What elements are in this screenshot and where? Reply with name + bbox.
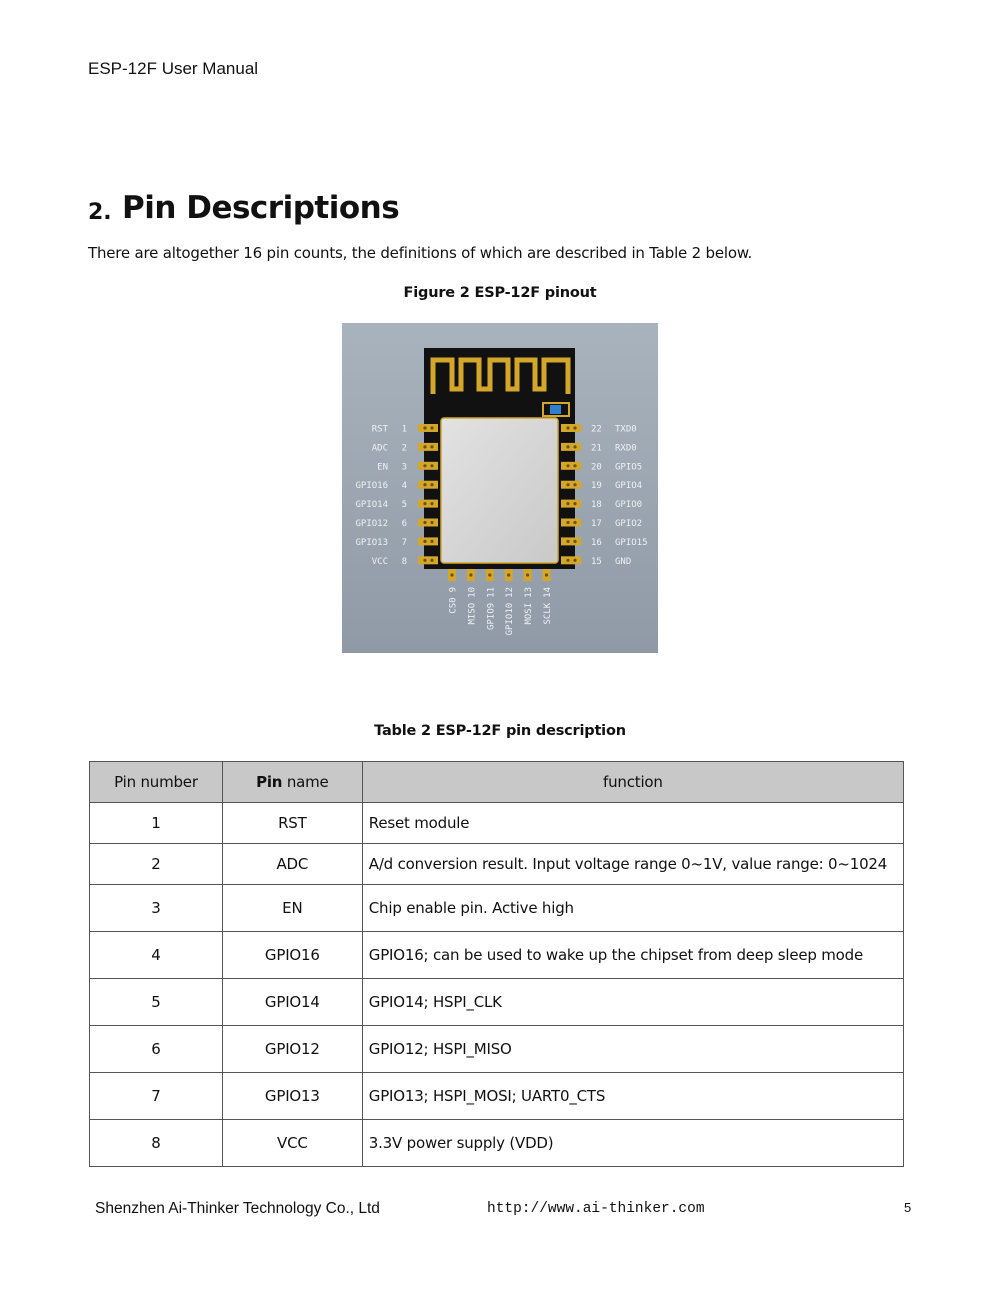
right-pin-number: 19 bbox=[591, 481, 602, 492]
pad-hole bbox=[566, 502, 569, 505]
pin-number-cell: 2 bbox=[90, 844, 223, 885]
section-number: 2. bbox=[88, 200, 112, 225]
pad-hole bbox=[573, 502, 576, 505]
bottom-pin-number: 9 bbox=[448, 587, 459, 593]
pin-number-cell: 5 bbox=[90, 979, 223, 1026]
pin-name-cell: GPIO16 bbox=[222, 932, 362, 979]
left-pin-pad bbox=[418, 519, 438, 527]
pad-hole bbox=[423, 445, 426, 448]
right-pin-name: GPIO2 bbox=[615, 519, 643, 529]
pad-hole bbox=[566, 559, 569, 562]
bottom-pin-number: 12 bbox=[505, 587, 516, 598]
right-pin-name: GND bbox=[615, 556, 632, 567]
left-pin-name: ADC bbox=[371, 443, 388, 454]
left-pin-name: GPIO12 bbox=[355, 519, 388, 529]
pad-hole bbox=[430, 464, 433, 467]
right-pin-pad bbox=[561, 443, 581, 451]
pad-hole bbox=[430, 445, 433, 448]
right-pin-pad bbox=[561, 556, 581, 564]
led-indicator bbox=[550, 405, 561, 414]
right-pin-number: 17 bbox=[591, 519, 602, 529]
pad-hole bbox=[566, 521, 569, 524]
right-pin-pad bbox=[561, 481, 581, 489]
table-row bbox=[90, 979, 904, 1026]
header-pin-name-rest: name bbox=[282, 773, 329, 791]
pad-hole bbox=[430, 483, 433, 486]
left-pin-pad bbox=[418, 481, 438, 489]
right-pin-name: RXD0 bbox=[615, 443, 637, 454]
table-row bbox=[90, 885, 904, 932]
pad-hole bbox=[469, 573, 472, 576]
right-pin-name: GPIO15 bbox=[615, 537, 648, 548]
left-pin-pad bbox=[418, 443, 438, 451]
bottom-pin-label bbox=[505, 587, 515, 635]
pad-hole bbox=[573, 464, 576, 467]
pin-number-cell: 4 bbox=[90, 932, 223, 979]
left-pin-number: 4 bbox=[401, 481, 407, 492]
left-pin-number: 3 bbox=[401, 462, 407, 473]
left-pin-pad bbox=[418, 462, 438, 470]
bottom-pin-label bbox=[543, 587, 553, 625]
bottom-pin-number: 10 bbox=[467, 587, 478, 598]
left-pin-number: 8 bbox=[401, 556, 407, 567]
right-pin-number: 16 bbox=[591, 537, 602, 548]
left-pin-pad bbox=[418, 537, 438, 545]
pin-name-cell: EN bbox=[222, 885, 362, 932]
pad-hole bbox=[566, 464, 569, 467]
right-pin-name: TXD0 bbox=[615, 424, 637, 435]
pin-name-cell: VCC bbox=[222, 1120, 362, 1167]
footer-company: Shenzhen Ai-Thinker Technology Co., Ltd bbox=[95, 1200, 380, 1217]
pad-hole bbox=[526, 573, 529, 576]
header-pin-name bbox=[222, 762, 362, 803]
table-row bbox=[90, 1120, 904, 1167]
table-header-row bbox=[90, 762, 904, 803]
header-function: function bbox=[362, 762, 903, 803]
left-pin-number: 5 bbox=[401, 500, 407, 511]
left-pin-number: 1 bbox=[401, 424, 407, 435]
pad-hole bbox=[423, 464, 426, 467]
pin-name-cell: ADC bbox=[222, 844, 362, 885]
right-pin-pad bbox=[561, 519, 581, 527]
pad-hole bbox=[430, 540, 433, 543]
header-pin-name-bold: Pin bbox=[256, 773, 283, 791]
pad-hole bbox=[423, 502, 426, 505]
bottom-pin-name: CS0 bbox=[448, 597, 459, 614]
pin-function-cell: 3.3V power supply (VDD) bbox=[362, 1120, 903, 1167]
right-pin-name: GPIO4 bbox=[615, 481, 643, 492]
pad-hole bbox=[423, 483, 426, 486]
header-title: ESP-12F User Manual bbox=[88, 59, 259, 78]
right-pin-pad bbox=[561, 462, 581, 470]
right-pin-number: 18 bbox=[591, 500, 602, 511]
right-pin-pad bbox=[561, 500, 581, 508]
pin-number-cell: 8 bbox=[90, 1120, 223, 1167]
pad-hole bbox=[423, 521, 426, 524]
table-row bbox=[90, 803, 904, 844]
pad-hole bbox=[450, 573, 453, 576]
right-pin-number: 22 bbox=[591, 424, 602, 435]
right-pin-pad bbox=[561, 537, 581, 545]
bottom-pin-number: 14 bbox=[543, 587, 553, 598]
pad-hole bbox=[566, 483, 569, 486]
pin-description-table bbox=[89, 761, 904, 1167]
pad-hole bbox=[430, 521, 433, 524]
table-row bbox=[90, 1073, 904, 1120]
left-pin-name: GPIO13 bbox=[355, 537, 388, 548]
left-pin-pad bbox=[418, 500, 438, 508]
pin-function-cell: GPIO16; can be used to wake up the chipset from deep sleep mode bbox=[362, 932, 903, 979]
left-pin-number: 6 bbox=[401, 519, 407, 529]
left-pin-name: GPIO16 bbox=[355, 481, 388, 492]
right-pin-number: 20 bbox=[591, 462, 602, 473]
pad-hole bbox=[430, 426, 433, 429]
pin-function-cell: GPIO12; HSPI_MISO bbox=[362, 1026, 903, 1073]
pin-function-cell: GPIO14; HSPI_CLK bbox=[362, 979, 903, 1026]
pad-hole bbox=[566, 445, 569, 448]
pad-hole bbox=[507, 573, 510, 576]
table-row bbox=[90, 932, 904, 979]
rf-shield bbox=[441, 418, 558, 563]
pin-number-cell: 1 bbox=[90, 803, 223, 844]
section-title: Pin Descriptions bbox=[122, 190, 400, 226]
pin-function-cell: GPIO13; HSPI_MOSI; UART0_CTS bbox=[362, 1073, 903, 1120]
pad-hole bbox=[423, 540, 426, 543]
figure-caption: Figure 2 ESP-12F pinout bbox=[403, 285, 597, 301]
pad-hole bbox=[573, 426, 576, 429]
pin-function-cell: A/d conversion result. Input voltage range 0~1V, value range: 0~1024 bbox=[362, 844, 903, 885]
right-pin-name: GPIO0 bbox=[615, 500, 643, 511]
footer-page-number: 5 bbox=[904, 1200, 912, 1215]
pin-function-cell: Chip enable pin. Active high bbox=[362, 885, 903, 932]
right-pin-name: GPIO5 bbox=[615, 462, 643, 473]
pin-number-cell: 6 bbox=[90, 1026, 223, 1073]
pin-number-cell: 3 bbox=[90, 885, 223, 932]
bottom-pin-name: MISO bbox=[467, 602, 478, 625]
left-pin-name: VCC bbox=[371, 556, 388, 567]
left-pin-name: GPIO14 bbox=[355, 500, 388, 511]
bottom-pin-label bbox=[486, 587, 496, 630]
pad-hole bbox=[573, 483, 576, 486]
left-pin-name: RST bbox=[371, 424, 388, 435]
pin-function-cell: Reset module bbox=[362, 803, 903, 844]
bottom-pin-number: 11 bbox=[486, 587, 497, 598]
left-pin-number: 2 bbox=[401, 443, 407, 454]
table-row bbox=[90, 1026, 904, 1073]
bottom-pin-name: GPIO9 bbox=[486, 602, 497, 630]
pad-hole bbox=[573, 559, 576, 562]
pin-number-cell: 7 bbox=[90, 1073, 223, 1120]
pad-hole bbox=[488, 573, 491, 576]
pin-name-cell: GPIO12 bbox=[222, 1026, 362, 1073]
pad-hole bbox=[566, 426, 569, 429]
bottom-pin-name: SCLK bbox=[543, 602, 553, 625]
right-pin-pad bbox=[561, 424, 581, 432]
left-pin-pad bbox=[418, 424, 438, 432]
pin-name-cell: RST bbox=[222, 803, 362, 844]
left-pin-name: EN bbox=[377, 462, 388, 473]
table-row bbox=[90, 844, 904, 885]
pinout-figure bbox=[342, 323, 658, 653]
pad-hole bbox=[573, 540, 576, 543]
bottom-pin-label bbox=[449, 587, 459, 614]
bottom-pin-label bbox=[524, 587, 534, 625]
pad-hole bbox=[430, 502, 433, 505]
right-pin-number: 15 bbox=[591, 556, 602, 567]
pad-hole bbox=[545, 573, 548, 576]
bottom-pin-name: MOSI bbox=[524, 602, 535, 625]
bottom-pin-number: 13 bbox=[524, 587, 535, 598]
table-caption: Table 2 ESP-12F pin description bbox=[374, 723, 626, 739]
pad-hole bbox=[423, 426, 426, 429]
pad-hole bbox=[573, 445, 576, 448]
pad-hole bbox=[566, 540, 569, 543]
right-pin-number: 21 bbox=[591, 443, 602, 454]
pin-name-cell: GPIO13 bbox=[222, 1073, 362, 1120]
footer-url: http://www.ai-thinker.com bbox=[487, 1201, 705, 1217]
bottom-pin-label bbox=[467, 587, 477, 625]
bottom-pin-name: GPIO10 bbox=[505, 602, 516, 636]
left-pin-pad bbox=[418, 556, 438, 564]
header-pin-number: Pin number bbox=[90, 762, 223, 803]
left-pin-number: 7 bbox=[401, 537, 407, 548]
pin-name-cell: GPIO14 bbox=[222, 979, 362, 1026]
pad-hole bbox=[573, 521, 576, 524]
section-intro: There are altogether 16 pin counts, the definitions of which are described in Table 2 below. bbox=[88, 244, 753, 262]
pad-hole bbox=[430, 559, 433, 562]
pad-hole bbox=[423, 559, 426, 562]
